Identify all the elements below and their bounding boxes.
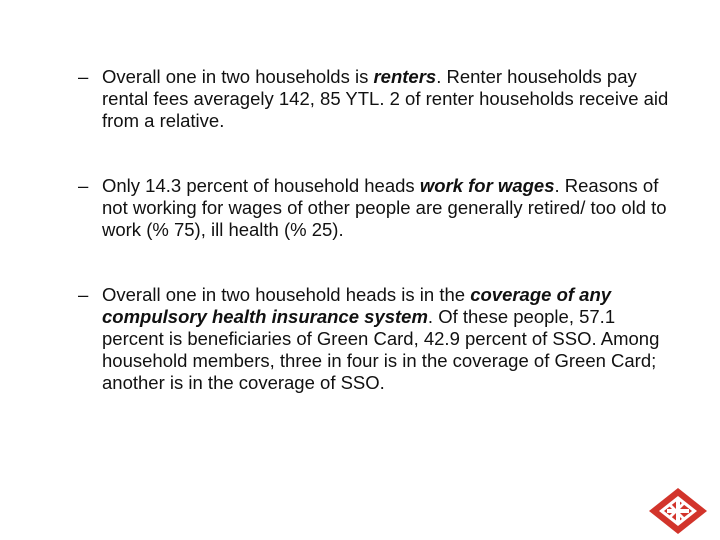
bullet-text: . Renter households pay rental fees averagely 142, 85 YTL. 2 of renter households receive aid from a relative. xyxy=(102,66,669,131)
bullet-emphasis: coverage of any compulsory health insurance system xyxy=(102,284,612,327)
bullet-text: . Of these people, 57.1 percent is beneficiaries of Green Card, 42.9 percent of SSO. Among household members, three in four is in the coverage of Green Card; another is in the coverage of SSO. xyxy=(102,306,660,393)
bullet-emphasis: work for wages xyxy=(419,175,555,196)
bullet-dash: – xyxy=(78,66,89,87)
bullet-emphasis: renters xyxy=(373,66,437,87)
slide-body xyxy=(78,66,678,437)
bullet-item-wages xyxy=(78,175,678,241)
bullet-item-renters xyxy=(78,66,678,132)
bullet-text: . Reasons of not working for wages of other people are generally retired/ too old to work (% 75), ill health (% 25). xyxy=(102,175,667,240)
bullet-item-insurance xyxy=(78,284,678,394)
bullet-text: Overall one in two household heads is in the xyxy=(102,284,471,305)
red-diamond-cross-logo-icon xyxy=(647,486,709,536)
bullet-dash: – xyxy=(78,175,89,196)
bullet-text: Overall one in two households is xyxy=(102,66,374,87)
bullet-dash: – xyxy=(78,284,89,305)
bullet-text: Only 14.3 percent of household heads xyxy=(102,175,420,196)
